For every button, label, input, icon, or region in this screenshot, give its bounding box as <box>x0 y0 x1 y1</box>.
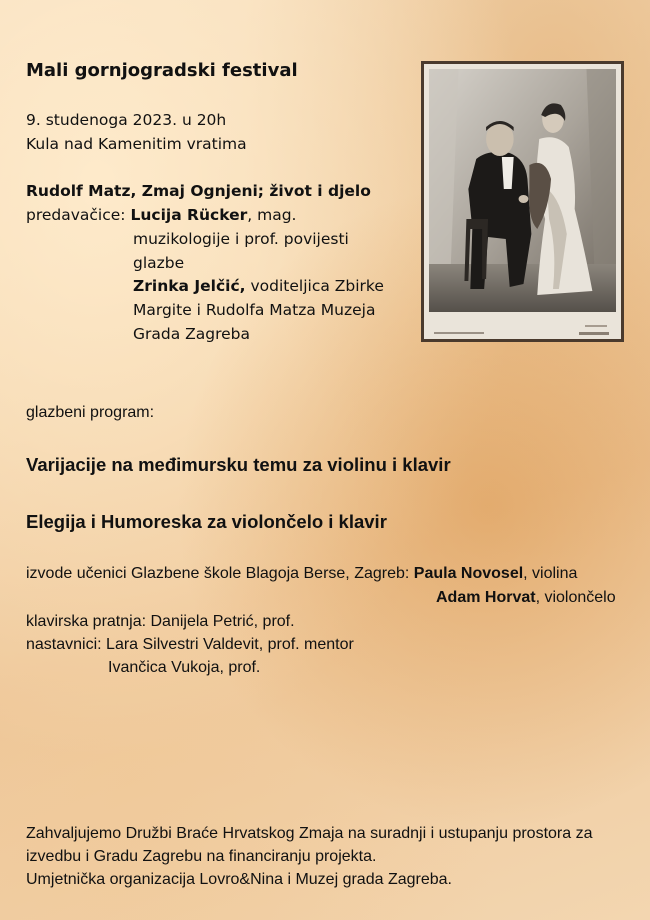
event-venue: Kula nad Kamenitim vratima <box>26 135 247 153</box>
footer-line-3: Umjetnička organizacija Lovro&Nina i Muzej grada Zagreba. <box>26 871 452 888</box>
performers-line-2 <box>436 586 616 609</box>
speaker2-role-c: Grada Zagreba <box>133 325 251 343</box>
performer-2-name: Adam Horvat <box>436 589 536 606</box>
performer-1-instrument: , violina <box>523 565 578 582</box>
speakers-label: predavačice: <box>26 206 126 224</box>
footer-line-2: izvedbu i Gradu Zagrebu na financiranju projekta. <box>26 848 377 865</box>
festival-title: Mali gornjogradski festival <box>26 60 298 81</box>
event-date: 9. studenoga 2023. u 20h <box>26 111 227 129</box>
photo-mat <box>424 64 621 339</box>
photo-signature <box>579 332 609 335</box>
speaker1-line <box>26 204 296 227</box>
speaker2-line <box>133 275 384 298</box>
teachers-line-2: Ivančica Vukoja, prof. <box>108 659 261 676</box>
piano-accompaniment: klavirska pratnja: Danijela Petrić, prof. <box>26 613 295 630</box>
footer-line-1: Zahvaljujemo Družbi Braće Hrvatskog Zmaja na suradnji i ustupanju prostora za <box>26 825 593 842</box>
lecture-title: Rudolf Matz, Zmaj Ognjeni; život i djelo <box>26 182 371 200</box>
photo-caption-mark <box>585 325 607 327</box>
piece-2: Elegija i Humoreska za violončelo i klavir <box>26 511 387 532</box>
speaker1-name: Lucija Rücker <box>130 206 248 224</box>
vintage-couple-photo-icon <box>429 69 616 312</box>
speaker1-role-c: glazbe <box>133 254 185 272</box>
speaker2-name: Zrinka Jelčić, <box>133 277 246 295</box>
historic-photo <box>421 61 624 342</box>
speaker2-role-b: Margite i Rudolfa Matza Muzeja <box>133 301 376 319</box>
speaker1-role-a: , mag. <box>247 206 297 224</box>
piece-1: Varijacije na međimursku temu za violinu i klavir <box>26 454 451 475</box>
performers-intro: izvode učenici Glazbene škole Blagoja Berse, Zagreb: <box>26 565 414 582</box>
teachers-line-1: nastavnici: Lara Silvestri Valdevit, prof. mentor <box>26 636 354 653</box>
speaker1-role-b: muzikologije i prof. povijesti <box>133 230 349 248</box>
program-label: glazbeni program: <box>26 404 155 421</box>
photo-caption-left <box>434 332 484 334</box>
speaker2-role-a: voditeljica Zbirke <box>245 277 384 295</box>
performer-2-instrument: , violončelo <box>535 589 616 606</box>
performers-line-1 <box>26 562 577 585</box>
performer-1-name: Paula Novosel <box>413 565 524 582</box>
